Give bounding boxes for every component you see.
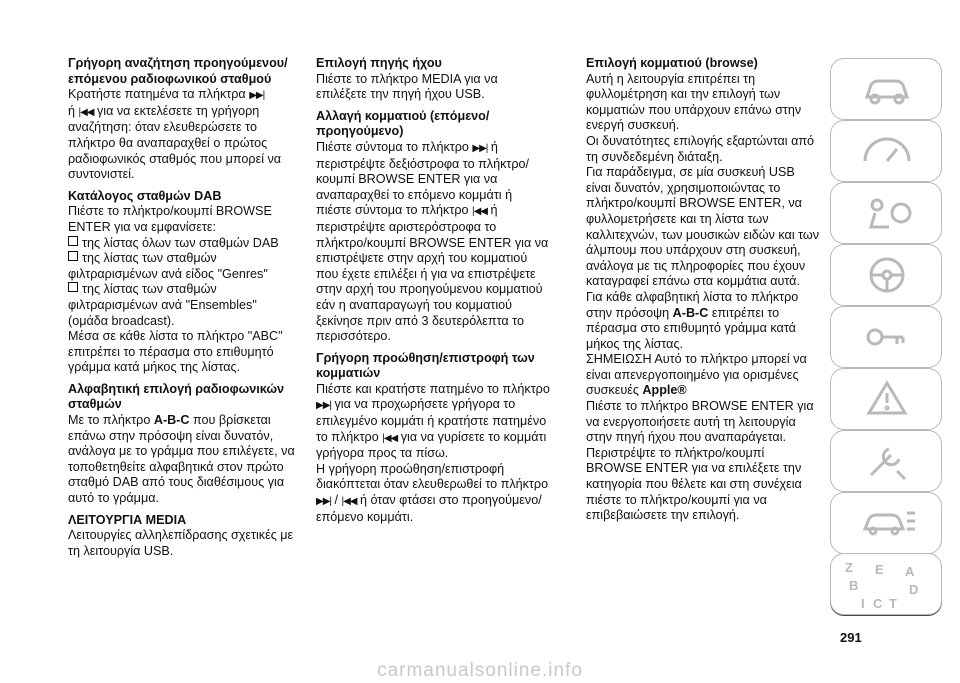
index-letter: Z — [845, 560, 853, 575]
paragraph: Μέσα σε κάθε λίστα το πλήκτρο "ABC" επιτρέπει το πέρασμα στο επιθυμητό γράμμα κατά μήκος της λίστας. — [68, 329, 283, 375]
warning-triangle-icon[interactable] — [830, 368, 942, 430]
paragraph: Πιέστε σύντομα το πλήκτρο ▶▶| ή περιστρέψτε δεξιόστροφα το πλήκτρο/κουμπί BROWSE ENTER για να αναπαραχθεί το επόμενο κομμάτι ή πιέστε σύντομα το πλήκτρο |◀◀ ή περιστρέψτε αριστερόστροφα το πλήκτρο/κουμπί BROWSE ENTER για να επιστρέψετε στην αρχή του κομματιού που έχετε επιλέξει ή για να επιστρέψετε στην αρχή του προηγούμενου κομματιού εάν η αναπαραγωγή του κομματιού ξεκίνησε πριν από 3 δευτερόλεπτα το περισσότερο. — [316, 139, 549, 344]
car-icon[interactable] — [830, 58, 942, 120]
key-icon[interactable] — [830, 306, 942, 368]
index-letter: C — [873, 596, 883, 611]
paragraph: Για παράδειγμα, σε μία συσκευή USB είναι δυνατόν, χρησιμοποιώντας το πλήκτρο/κουμπί BROWSE ENTER, να φυλλομετρήσετε και τη λίστα των καλλιτεχνών, των μουσικών ειδών και των άλμπουμ που υπάρχουν στη συσκευή, ανάλογα με τις πληροφορίες που έχουν καταγραφεί επάνω στα κομμάτια αυτά. — [586, 165, 820, 289]
paragraph: Πιέστε το πλήκτρο/κουμπί BROWSE ENTER για να εμφανίσετε: — [68, 204, 272, 234]
paragraph: Η γρήγορη προώθηση/επιστροφή διακόπτεται όταν ελευθερωθεί το πλήκτρο ▶▶| / |◀◀ ή όταν φτάσει στο προηγούμενο/επόμενο κομμάτι. — [316, 461, 549, 524]
heading-fast-forward: Γρήγορη προώθηση/επιστροφή των κομματιών — [316, 350, 535, 381]
square-bullet-icon — [68, 282, 78, 292]
square-bullet-icon — [68, 236, 78, 246]
wrench-icon[interactable] — [830, 430, 942, 492]
watermark-text: carmanualsonline.info — [377, 660, 583, 681]
heading-media: ΛΕΙΤΟΥΡΓΙΑ MEDIA — [68, 512, 187, 527]
index-letter: B — [849, 578, 859, 593]
paragraph: Κρατήστε πατημένα τα πλήκτρα ▶▶| — [68, 87, 265, 102]
column-2 — [316, 56, 550, 525]
skip-back-icon: |◀◀ — [341, 496, 357, 508]
column-1 — [68, 56, 300, 559]
paragraph: Περιστρέψτε το πλήκτρο/κουμπί BROWSE ENTER για να επιλέξετε την κατηγορία που θέλετε και στη συνέχεια πιέστε το πλήκτρο/κουμπί για να επιβεβαιώσετε την επιλογή. — [586, 445, 802, 523]
list-item: της λίστας των σταθμών φιλτραρισμένων ανά είδος "Genres" — [68, 251, 268, 281]
paragraph: ή |◀◀ για να εκτελέσετε τη γρήγορη αναζήτηση: όταν ελευθερώσετε το πλήκτρο θα αναπαραχθεί ο πρώτος ραδιοφωνικός σταθμός που μπορεί να συντονιστεί. — [68, 103, 282, 182]
heading-dab-list: Κατάλογος σταθμών DAB — [68, 188, 222, 203]
airbag-seat-icon[interactable] — [830, 182, 942, 244]
paragraph: Πιέστε και κρατήστε πατημένο το πλήκτρο ▶▶| για να προχωρήσετε γρήγορα το επιλεγμένο κομμάτι ή κρατήστε πατημένο το πλήκτρο |◀◀ για να γυρίσετε το κομμάτι γρήγορα προς τα πίσω. — [316, 381, 550, 461]
heading-alphabetical: Αλφαβητική επιλογή ραδιοφωνικών σταθμών — [68, 381, 285, 412]
list-item: της λίστας των σταθμών φιλτραρισμένων ανά "Ensembles" (ομάδα broadcast). — [68, 282, 257, 328]
paragraph: Λειτουργίες αλληλεπίδρασης σχετικές με τη λειτουργία USB. — [68, 528, 294, 558]
heading-track-change: Αλλαγή κομματιού (επόμενο/προηγούμενο) — [316, 108, 490, 139]
index-letter: I — [861, 596, 865, 611]
paragraph: Οι δυνατότητες επιλογής εξαρτώνται από τη συνδεδεμένη διάταξη. — [586, 133, 815, 164]
dashboard-warning-icon[interactable] — [830, 120, 942, 182]
skip-forward-icon: ▶▶| — [316, 496, 331, 508]
column-3 — [586, 56, 820, 524]
index-icon[interactable] — [830, 553, 942, 615]
skip-back-icon: |◀◀ — [382, 432, 398, 444]
paragraph: Με το πλήκτρο A-B-C που βρίσκεται επάνω στην πρόσοψη είναι δυνατόν, ανάλογα με το γράμμα που επιλέγετε, να τοποθετηθείτε αλφαβητικά στον πρώτο σταθμό DAB από τους διαθέσιμους για αυτό το γράμμα. — [68, 413, 295, 506]
paragraph: Για κάθε αλφαβητική λίστα το πλήκτρο στην πρόσοψη A-B-C επιτρέπει το πέρασμα στο επιθυμητό γράμμα κατά μήκος της λίστας. — [586, 289, 799, 351]
index-letter: D — [909, 582, 919, 597]
chapter-sidebar — [824, 58, 942, 614]
skip-forward-icon: ▶▶| — [316, 400, 331, 412]
skip-forward-icon: ▶▶| — [249, 90, 265, 102]
list-item: της λίστας όλων των σταθμών DAB — [68, 236, 300, 252]
index-letter: T — [889, 596, 897, 611]
paragraph: Πιέστε το πλήκτρο BROWSE ENTER για να ενεργοποιήσετε αυτή τη λειτουργία στην πηγή ήχου που αναπαράγεται. — [586, 399, 814, 445]
index-letter: A — [905, 564, 915, 579]
page-number: 291 — [840, 630, 862, 645]
steering-wheel-icon[interactable] — [830, 244, 942, 306]
skip-back-icon: |◀◀ — [471, 206, 487, 218]
heading-fast-search: Γρήγορη αναζήτηση προηγούμενου/επόμενου ραδιοφωνικού σταθμού — [68, 56, 288, 86]
square-bullet-icon — [68, 251, 78, 261]
paragraph: ΣΗΜΕΙΩΣΗ Αυτό το πλήκτρο μπορεί να είναι απενεργοποιημένο για ορισμένες συσκευές Apple® — [586, 352, 807, 398]
paragraph: Αυτή η λειτουργία επιτρέπει τη φυλλομέτρηση και την επιλογή των κομματιών που υπάρχουν επάνω στην ενεργή συσκευή. — [586, 71, 802, 133]
paragraph: Πιέστε το πλήκτρο MEDIA για να επιλέξετε την πηγή ήχου USB. — [316, 71, 498, 102]
skip-back-icon: |◀◀ — [78, 106, 94, 118]
index-letter: E — [875, 562, 884, 577]
car-specs-icon[interactable] — [830, 492, 942, 554]
heading-browse: Επιλογή κομματιού (browse) — [586, 56, 758, 70]
skip-forward-icon: ▶▶| — [472, 142, 488, 154]
heading-source: Επιλογή πηγής ήχου — [316, 56, 442, 70]
